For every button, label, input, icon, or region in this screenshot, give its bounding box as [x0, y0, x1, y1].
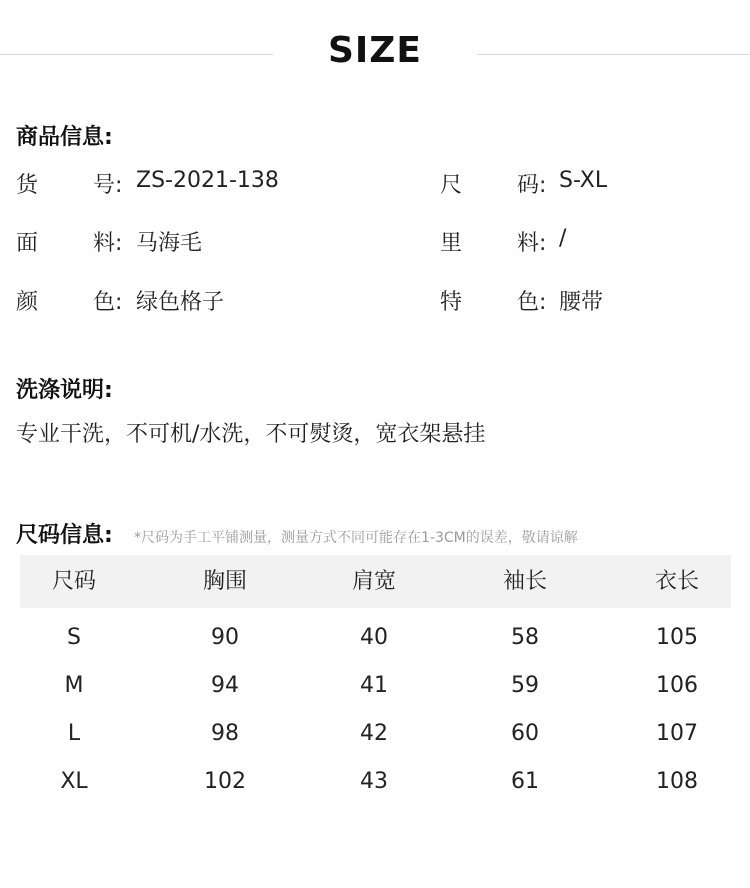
table-cell: S: [67, 625, 81, 650]
table-cell: 108: [656, 769, 698, 794]
table-cell: 40: [360, 625, 388, 650]
table-cell: 42: [360, 721, 388, 746]
label-char: 色:: [93, 290, 123, 315]
label-char: 色:: [517, 290, 547, 315]
table-cell: 43: [360, 769, 388, 794]
column-header: 肩宽: [351, 569, 396, 594]
size-table: [20, 555, 731, 806]
table-header: [20, 555, 731, 608]
color-value: 绿色格子: [136, 290, 225, 315]
table-cell: XL: [60, 769, 88, 794]
label-char: 面: [16, 231, 39, 256]
table-cell: 61: [511, 769, 539, 794]
table-row: [20, 710, 731, 758]
table-cell: 60: [511, 721, 539, 746]
table-row: [20, 614, 731, 662]
table-cell: 107: [656, 721, 698, 746]
table-row: [20, 662, 731, 710]
column-header: 衣长: [654, 569, 699, 594]
table-cell: 94: [211, 673, 239, 698]
care-instructions: 专业干洗，不可机/水洗，不可熨烫，宽衣架悬挂: [16, 422, 486, 447]
label-char: 货: [16, 173, 39, 198]
label-char: 料:: [517, 231, 547, 256]
table-row: [20, 758, 731, 806]
table-cell: 105: [656, 625, 698, 650]
table-cell: L: [67, 721, 81, 746]
product-info-row: [0, 285, 750, 317]
label-char: 尺: [440, 173, 463, 198]
page-title: SIZE: [327, 30, 423, 71]
table-body: [20, 614, 731, 806]
column-header: 尺码: [51, 569, 96, 594]
lining-value: /: [559, 226, 567, 251]
header-divider-right: [477, 54, 750, 55]
item-number-value: ZS-2021-138: [136, 168, 279, 193]
column-header: 胸围: [202, 569, 247, 594]
product-info-heading: 商品信息:: [16, 125, 113, 150]
size-info-heading: 尺码信息:: [16, 523, 113, 548]
care-heading: 洗涤说明:: [16, 378, 113, 403]
product-info-row: [0, 168, 750, 200]
label-char: 里: [440, 231, 463, 256]
label-char: 号:: [93, 173, 123, 198]
size-disclaimer: *尺码为手工平铺测量，测量方式不同可能存在1-3CM的误差，敬请谅解: [134, 530, 578, 546]
table-cell: 58: [511, 625, 539, 650]
table-cell: 90: [211, 625, 239, 650]
table-cell: 41: [360, 673, 388, 698]
label-char: 码:: [517, 173, 547, 198]
table-cell: M: [64, 673, 84, 698]
product-info-row: [0, 226, 750, 258]
label-char: 颜: [16, 290, 39, 315]
table-cell: 102: [204, 769, 246, 794]
label-char: 特: [440, 290, 463, 315]
table-cell: 98: [211, 721, 239, 746]
table-cell: 106: [656, 673, 698, 698]
size-range-value: S-XL: [559, 168, 608, 193]
fabric-value: 马海毛: [136, 231, 203, 256]
table-cell: 59: [511, 673, 539, 698]
column-header: 袖长: [502, 569, 547, 594]
label-char: 料:: [93, 231, 123, 256]
feature-value: 腰带: [559, 290, 604, 315]
